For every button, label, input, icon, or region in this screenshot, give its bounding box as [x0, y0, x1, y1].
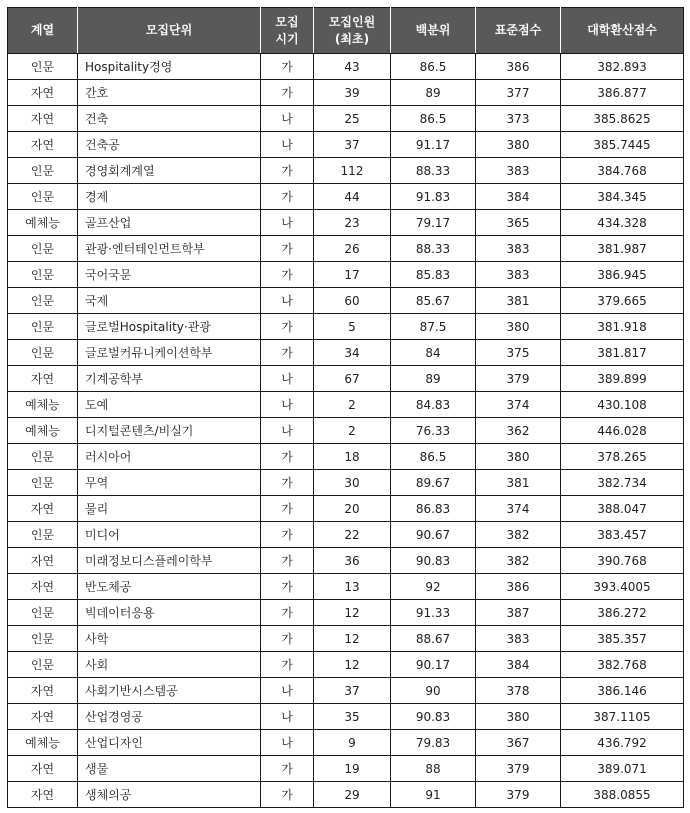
- column-category-cell: 자연: [8, 132, 78, 158]
- column-period-cell: 가: [261, 236, 314, 262]
- column-category-cell: 인문: [8, 522, 78, 548]
- column-period-cell: 가: [261, 574, 314, 600]
- column-standard-score-cell: 384: [476, 652, 561, 678]
- header-label-line2: (최초): [334, 31, 370, 46]
- column-converted-score-cell: 436.792: [561, 730, 684, 756]
- column-converted-score-header: [561, 8, 684, 54]
- column-category-cell: 인문: [8, 340, 78, 366]
- column-standard-score-cell: 381: [476, 288, 561, 314]
- column-converted-score-cell: 387.1105: [561, 704, 684, 730]
- table-row: [8, 522, 684, 548]
- column-period-cell: 나: [261, 678, 314, 704]
- header-label-line2: 시기: [275, 31, 299, 46]
- column-category-cell: 자연: [8, 678, 78, 704]
- column-unit-cell: 도예: [78, 392, 261, 418]
- column-quota-cell: 112: [314, 158, 391, 184]
- column-converted-score-cell: 378.265: [561, 444, 684, 470]
- column-standard-score-cell: 383: [476, 236, 561, 262]
- column-standard-score-cell: 373: [476, 106, 561, 132]
- table-row: [8, 600, 684, 626]
- column-quota-cell: 20: [314, 496, 391, 522]
- column-period-cell: 나: [261, 418, 314, 444]
- column-percentile-cell: 76.33: [391, 418, 476, 444]
- column-unit-cell: 글로벌Hospitality·관광: [78, 314, 261, 340]
- column-quota-cell: 35: [314, 704, 391, 730]
- table-row: [8, 678, 684, 704]
- column-quota-cell: 25: [314, 106, 391, 132]
- column-period-cell: 가: [261, 54, 314, 80]
- column-percentile-cell: 84.83: [391, 392, 476, 418]
- column-category-cell: 예체능: [8, 392, 78, 418]
- column-quota-cell: 44: [314, 184, 391, 210]
- column-period-cell: 나: [261, 392, 314, 418]
- column-quota-cell: 12: [314, 600, 391, 626]
- column-converted-score-cell: 382.768: [561, 652, 684, 678]
- column-percentile-cell: 89.67: [391, 470, 476, 496]
- column-percentile-cell: 90: [391, 678, 476, 704]
- table-row: [8, 80, 684, 106]
- table-header: [8, 8, 684, 54]
- column-unit-cell: 사학: [78, 626, 261, 652]
- column-period-cell: 가: [261, 652, 314, 678]
- column-percentile-cell: 86.5: [391, 54, 476, 80]
- column-category-cell: 자연: [8, 106, 78, 132]
- column-unit-cell: 건축: [78, 106, 261, 132]
- column-period-cell: 나: [261, 132, 314, 158]
- column-converted-score-cell: 446.028: [561, 418, 684, 444]
- column-unit-cell: 산업디자인: [78, 730, 261, 756]
- column-quota-cell: 19: [314, 756, 391, 782]
- column-unit-cell: 사회: [78, 652, 261, 678]
- column-quota-cell: 37: [314, 132, 391, 158]
- table-row: [8, 704, 684, 730]
- column-period-cell: 가: [261, 340, 314, 366]
- column-standard-score-cell: 374: [476, 496, 561, 522]
- column-category-cell: 자연: [8, 496, 78, 522]
- column-unit-cell: 국어국문: [78, 262, 261, 288]
- column-unit-cell: 반도체공: [78, 574, 261, 600]
- column-standard-score-cell: 374: [476, 392, 561, 418]
- column-standard-score-cell: 379: [476, 366, 561, 392]
- column-standard-score-cell: 382: [476, 522, 561, 548]
- column-quota-cell: 17: [314, 262, 391, 288]
- column-quota-cell: 2: [314, 418, 391, 444]
- column-category-cell: 인문: [8, 444, 78, 470]
- column-unit-cell: 간호: [78, 80, 261, 106]
- column-converted-score-cell: 389.071: [561, 756, 684, 782]
- column-unit-cell: 글로벌커뮤니케이션학부: [78, 340, 261, 366]
- column-category-cell: 인문: [8, 626, 78, 652]
- header-label: 대학환산점수: [587, 23, 657, 37]
- column-quota-cell: 30: [314, 470, 391, 496]
- column-unit-cell: 물리: [78, 496, 261, 522]
- column-percentile-cell: 90.17: [391, 652, 476, 678]
- header-label: 표준점수: [494, 23, 542, 37]
- column-period-cell: 나: [261, 366, 314, 392]
- column-standard-score-cell: 383: [476, 262, 561, 288]
- column-category-cell: 인문: [8, 470, 78, 496]
- table-row: [8, 132, 684, 158]
- column-period-cell: 가: [261, 444, 314, 470]
- column-category-cell: 인문: [8, 262, 78, 288]
- table-row: [8, 496, 684, 522]
- table-row: [8, 470, 684, 496]
- column-unit-cell: Hospitality경영: [78, 54, 261, 80]
- column-percentile-cell: 88.33: [391, 158, 476, 184]
- column-unit-cell: 건축공: [78, 132, 261, 158]
- column-converted-score-cell: 389.899: [561, 366, 684, 392]
- column-converted-score-cell: 383.457: [561, 522, 684, 548]
- column-standard-score-cell: 381: [476, 470, 561, 496]
- column-unit-cell: 무역: [78, 470, 261, 496]
- column-percentile-cell: 86.83: [391, 496, 476, 522]
- table-row: [8, 418, 684, 444]
- column-quota-cell: 39: [314, 80, 391, 106]
- column-unit-header: [78, 8, 261, 54]
- header-row: [8, 8, 684, 54]
- column-standard-score-cell: 365: [476, 210, 561, 236]
- column-period-cell: 가: [261, 496, 314, 522]
- column-category-cell: 자연: [8, 704, 78, 730]
- column-quota-cell: 26: [314, 236, 391, 262]
- column-category-cell: 자연: [8, 782, 78, 808]
- column-percentile-cell: 86.5: [391, 106, 476, 132]
- column-converted-score-cell: 390.768: [561, 548, 684, 574]
- column-quota-cell: 34: [314, 340, 391, 366]
- table-row: [8, 106, 684, 132]
- header-label: 모집인원: [328, 14, 376, 29]
- column-quota-cell: 18: [314, 444, 391, 470]
- column-period-cell: 나: [261, 704, 314, 730]
- header-label: 백분위: [415, 23, 451, 37]
- column-unit-cell: 관광·엔터테인먼트학부: [78, 236, 261, 262]
- column-unit-cell: 국제: [78, 288, 261, 314]
- column-percentile-cell: 89: [391, 366, 476, 392]
- table-row: [8, 652, 684, 678]
- table-row: [8, 158, 684, 184]
- column-period-cell: 가: [261, 782, 314, 808]
- column-unit-cell: 생물: [78, 756, 261, 782]
- column-unit-cell: 빅데이터응용: [78, 600, 261, 626]
- column-percentile-cell: 86.5: [391, 444, 476, 470]
- column-period-cell: 가: [261, 470, 314, 496]
- column-period-cell: 나: [261, 288, 314, 314]
- column-converted-score-cell: 430.108: [561, 392, 684, 418]
- column-converted-score-cell: 388.0855: [561, 782, 684, 808]
- table-row: [8, 444, 684, 470]
- column-quota-cell: 67: [314, 366, 391, 392]
- column-converted-score-cell: 385.357: [561, 626, 684, 652]
- column-quota-cell: 12: [314, 626, 391, 652]
- column-percentile-cell: 79.17: [391, 210, 476, 236]
- column-unit-cell: 기계공학부: [78, 366, 261, 392]
- table-row: [8, 184, 684, 210]
- admission-results-table: [7, 7, 684, 808]
- column-standard-score-cell: 377: [476, 80, 561, 106]
- table-row: [8, 340, 684, 366]
- column-standard-score-cell: 380: [476, 704, 561, 730]
- column-converted-score-cell: 385.7445: [561, 132, 684, 158]
- column-quota-cell: 29: [314, 782, 391, 808]
- column-category-cell: 예체능: [8, 418, 78, 444]
- column-quota-header: [314, 8, 391, 54]
- table-row: [8, 626, 684, 652]
- table-row: [8, 392, 684, 418]
- column-standard-score-cell: 387: [476, 600, 561, 626]
- column-percentile-cell: 92: [391, 574, 476, 600]
- column-quota-cell: 22: [314, 522, 391, 548]
- column-standard-score-cell: 379: [476, 756, 561, 782]
- column-category-cell: 인문: [8, 288, 78, 314]
- column-period-cell: 가: [261, 262, 314, 288]
- column-category-cell: 자연: [8, 756, 78, 782]
- column-percentile-cell: 91: [391, 782, 476, 808]
- column-unit-cell: 러시아어: [78, 444, 261, 470]
- column-standard-score-cell: 380: [476, 314, 561, 340]
- header-label: 계열: [30, 23, 55, 37]
- column-standard-score-cell: 375: [476, 340, 561, 366]
- column-percentile-cell: 85.83: [391, 262, 476, 288]
- column-percentile-cell: 88.33: [391, 236, 476, 262]
- column-percentile-cell: 84: [391, 340, 476, 366]
- column-quota-cell: 13: [314, 574, 391, 600]
- table-row: [8, 548, 684, 574]
- column-percentile-header: [391, 8, 476, 54]
- column-period-cell: 나: [261, 210, 314, 236]
- column-period-cell: 가: [261, 314, 314, 340]
- column-category-cell: 인문: [8, 54, 78, 80]
- table-row: [8, 54, 684, 80]
- column-quota-cell: 2: [314, 392, 391, 418]
- column-category-cell: 예체능: [8, 730, 78, 756]
- column-converted-score-cell: 385.8625: [561, 106, 684, 132]
- column-standard-score-cell: 362: [476, 418, 561, 444]
- column-converted-score-cell: 434.328: [561, 210, 684, 236]
- column-unit-cell: 사회기반시스템공: [78, 678, 261, 704]
- column-percentile-cell: 87.5: [391, 314, 476, 340]
- column-quota-cell: 60: [314, 288, 391, 314]
- column-standard-score-cell: 383: [476, 626, 561, 652]
- column-converted-score-cell: 388.047: [561, 496, 684, 522]
- column-unit-cell: 미래정보디스플레이학부: [78, 548, 261, 574]
- column-percentile-cell: 91.83: [391, 184, 476, 210]
- table-body: [8, 54, 684, 808]
- column-unit-cell: 경제: [78, 184, 261, 210]
- column-converted-score-cell: 379.665: [561, 288, 684, 314]
- table-row: [8, 314, 684, 340]
- column-converted-score-cell: 382.893: [561, 54, 684, 80]
- column-converted-score-cell: 381.817: [561, 340, 684, 366]
- column-category-cell: 자연: [8, 574, 78, 600]
- column-unit-cell: 골프산업: [78, 210, 261, 236]
- column-category-header: [8, 8, 78, 54]
- column-period-cell: 가: [261, 80, 314, 106]
- column-percentile-cell: 88.67: [391, 626, 476, 652]
- column-quota-cell: 43: [314, 54, 391, 80]
- table-row: [8, 730, 684, 756]
- column-category-cell: 자연: [8, 548, 78, 574]
- column-unit-cell: 산업경영공: [78, 704, 261, 730]
- column-category-cell: 인문: [8, 184, 78, 210]
- table-row: [8, 262, 684, 288]
- column-converted-score-cell: 386.272: [561, 600, 684, 626]
- column-quota-cell: 37: [314, 678, 391, 704]
- column-standard-score-cell: 383: [476, 158, 561, 184]
- column-standard-score-cell: 379: [476, 782, 561, 808]
- column-unit-cell: 경영회계계열: [78, 158, 261, 184]
- header-label: 모집: [275, 14, 299, 29]
- table-row: [8, 288, 684, 314]
- column-percentile-cell: 91.33: [391, 600, 476, 626]
- column-percentile-cell: 90.83: [391, 704, 476, 730]
- column-converted-score-cell: 381.987: [561, 236, 684, 262]
- column-category-cell: 인문: [8, 652, 78, 678]
- column-period-cell: 가: [261, 184, 314, 210]
- column-period-header: [261, 8, 314, 54]
- column-converted-score-cell: 382.734: [561, 470, 684, 496]
- column-quota-cell: 23: [314, 210, 391, 236]
- column-percentile-cell: 89: [391, 80, 476, 106]
- column-converted-score-cell: 386.146: [561, 678, 684, 704]
- column-unit-cell: 디지털콘텐츠/비실기: [78, 418, 261, 444]
- column-category-cell: 인문: [8, 158, 78, 184]
- table-row: [8, 236, 684, 262]
- column-converted-score-cell: 393.4005: [561, 574, 684, 600]
- column-standard-score-cell: 386: [476, 574, 561, 600]
- column-category-cell: 예체능: [8, 210, 78, 236]
- column-category-cell: 자연: [8, 366, 78, 392]
- column-converted-score-cell: 381.918: [561, 314, 684, 340]
- column-standard-score-cell: 367: [476, 730, 561, 756]
- column-category-cell: 자연: [8, 80, 78, 106]
- column-category-cell: 인문: [8, 236, 78, 262]
- column-quota-cell: 5: [314, 314, 391, 340]
- column-converted-score-cell: 386.945: [561, 262, 684, 288]
- column-category-cell: 인문: [8, 600, 78, 626]
- column-percentile-cell: 90.83: [391, 548, 476, 574]
- column-standard-score-cell: 380: [476, 444, 561, 470]
- table-row: [8, 782, 684, 808]
- column-percentile-cell: 90.67: [391, 522, 476, 548]
- column-period-cell: 가: [261, 756, 314, 782]
- column-standard-score-cell: 386: [476, 54, 561, 80]
- column-period-cell: 가: [261, 626, 314, 652]
- column-percentile-cell: 88: [391, 756, 476, 782]
- table-row: [8, 574, 684, 600]
- column-standard-score-cell: 378: [476, 678, 561, 704]
- column-percentile-cell: 85.67: [391, 288, 476, 314]
- column-period-cell: 가: [261, 548, 314, 574]
- column-period-cell: 나: [261, 106, 314, 132]
- table-row: [8, 756, 684, 782]
- column-converted-score-cell: 384.768: [561, 158, 684, 184]
- column-converted-score-cell: 386.877: [561, 80, 684, 106]
- column-quota-cell: 36: [314, 548, 391, 574]
- table-row: [8, 366, 684, 392]
- column-percentile-cell: 79.83: [391, 730, 476, 756]
- column-category-cell: 인문: [8, 314, 78, 340]
- column-unit-cell: 미디어: [78, 522, 261, 548]
- header-label: 모집단위: [145, 23, 193, 37]
- column-period-cell: 나: [261, 730, 314, 756]
- column-converted-score-cell: 384.345: [561, 184, 684, 210]
- column-standard-score-header: [476, 8, 561, 54]
- column-period-cell: 가: [261, 158, 314, 184]
- column-unit-cell: 생체의공: [78, 782, 261, 808]
- column-standard-score-cell: 384: [476, 184, 561, 210]
- column-standard-score-cell: 380: [476, 132, 561, 158]
- column-percentile-cell: 91.17: [391, 132, 476, 158]
- column-quota-cell: 9: [314, 730, 391, 756]
- column-period-cell: 가: [261, 522, 314, 548]
- column-period-cell: 가: [261, 600, 314, 626]
- table-row: [8, 210, 684, 236]
- column-quota-cell: 12: [314, 652, 391, 678]
- column-standard-score-cell: 382: [476, 548, 561, 574]
